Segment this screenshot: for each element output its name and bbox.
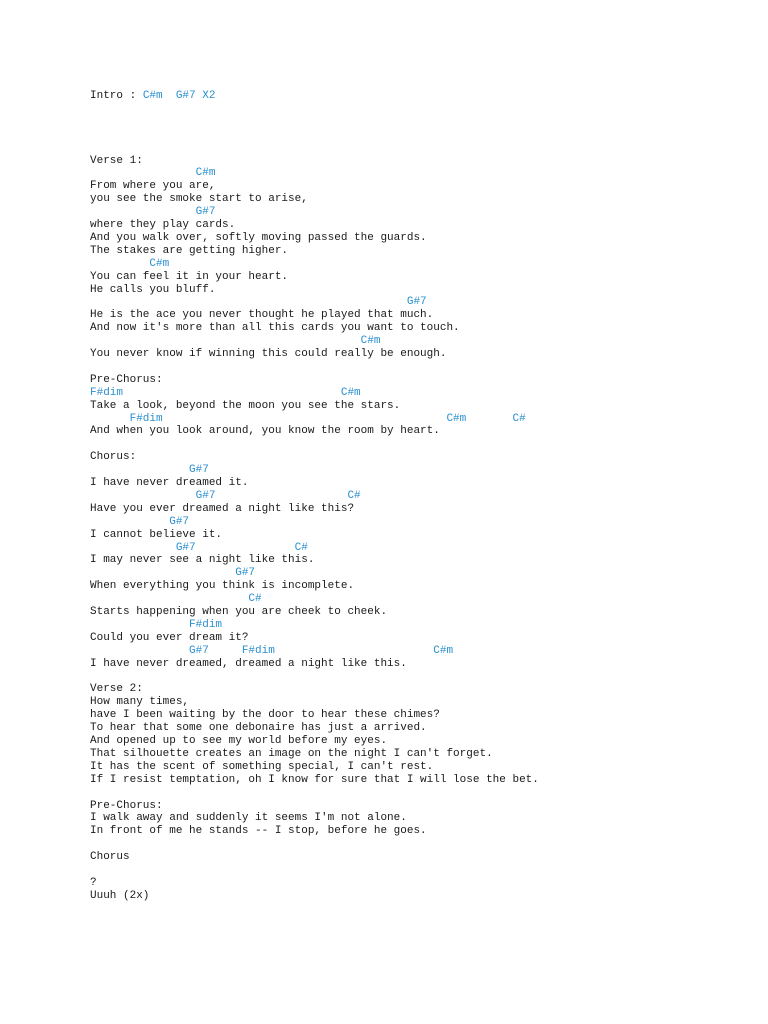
- lyric-line: have I been waiting by the door to hear these chimes?: [90, 709, 440, 722]
- lyric-line: He is the ace you never thought he played that much.: [90, 309, 434, 322]
- lyric-line: To hear that some one debonaire has just a arrived.: [90, 722, 427, 735]
- lyric-line: And when you look around, you know the room by heart.: [90, 425, 440, 438]
- lyric-line: And you walk over, softly moving passed the guards.: [90, 231, 427, 244]
- lyric-line: And now it's more than all this cards you want to touch.: [90, 322, 460, 335]
- lyric-line: From where you are,: [90, 180, 216, 193]
- chord-line: G#7: [90, 464, 209, 477]
- lyric-line: You never know if winning this could really be enough.: [90, 348, 447, 360]
- lyric-line: The stakes are getting higher.: [90, 244, 289, 257]
- lyric-line: Starts happening when you are cheek to cheek.: [90, 606, 388, 618]
- lyric-line: where they play cards.: [90, 219, 236, 231]
- chord-line: G#7 C#: [90, 541, 308, 554]
- lyric-line: I have never dreamed, dreamed a night like this.: [90, 657, 407, 670]
- chord-line: C#m: [90, 257, 170, 270]
- chord-line: G#7 C#: [90, 489, 361, 502]
- lyric-line: Take a look, beyond the moon you see the stars.: [90, 399, 401, 412]
- chord-text: C#m G#7 X2: [142, 90, 216, 102]
- lyric-line: That silhouette creates an image on the night I can't forget.: [90, 747, 493, 760]
- lyric-line: you see the smoke start to arise,: [90, 193, 308, 206]
- lyric-line: In front of me he stands -- I stop, before he goes.: [90, 825, 427, 838]
- lyric-line: ?: [90, 876, 97, 889]
- chord-line: G#7: [90, 567, 256, 580]
- chord-line: F#dim C#m C#: [90, 412, 526, 425]
- lyric-line: If I resist temptation, oh I know for sure that I will lose the bet.: [90, 773, 539, 786]
- chord-line: F#dim C#m: [90, 386, 361, 399]
- lyric-line: When everything you think is incomplete.: [90, 580, 355, 593]
- lyric-line: And opened up to see my world before my eyes.: [90, 735, 388, 747]
- chord-line: F#dim: [90, 618, 223, 631]
- chord-line: C#: [90, 593, 262, 606]
- lyric-line: Pre-Chorus:: [90, 799, 163, 812]
- lyric-line: Pre-Chorus:: [90, 373, 163, 386]
- lyric-line: You can feel it in your heart.: [90, 270, 289, 283]
- lyric-line: Verse 2:: [90, 683, 143, 696]
- lyric-line: I have never dreamed it.: [90, 477, 249, 489]
- chord-line: G#7: [90, 296, 427, 309]
- lyric-line: It has the scent of something special, I can't rest.: [90, 760, 434, 773]
- lyric-line: I may never see a night like this.: [90, 554, 315, 567]
- lyric-line: Have you ever dreamed a night like this?: [90, 502, 355, 515]
- chord-line: G#7: [90, 515, 190, 528]
- chord-line: G#7: [90, 206, 216, 219]
- lyric-line: How many times,: [90, 696, 190, 709]
- lyric-line: I walk away and suddenly it seems I'm not alone.: [90, 812, 407, 825]
- lyric-line: Could you ever dream it?: [90, 631, 249, 644]
- chord-line: C#m: [90, 167, 216, 180]
- lyric-line: Verse 1:: [90, 154, 143, 167]
- lyric-line: Chorus:: [90, 451, 137, 464]
- chord-line: G#7 F#dim C#m: [90, 644, 454, 657]
- lyric-line: Uuuh (2x): [90, 889, 150, 902]
- intro-line: [90, 90, 215, 103]
- chord-line: C#m: [90, 335, 381, 348]
- lyric-line: I cannot believe it.: [90, 528, 223, 541]
- lyric-text: Intro :: [90, 90, 143, 102]
- lyric-line: He calls you bluff.: [90, 283, 216, 296]
- lyric-line: Chorus: [90, 851, 130, 864]
